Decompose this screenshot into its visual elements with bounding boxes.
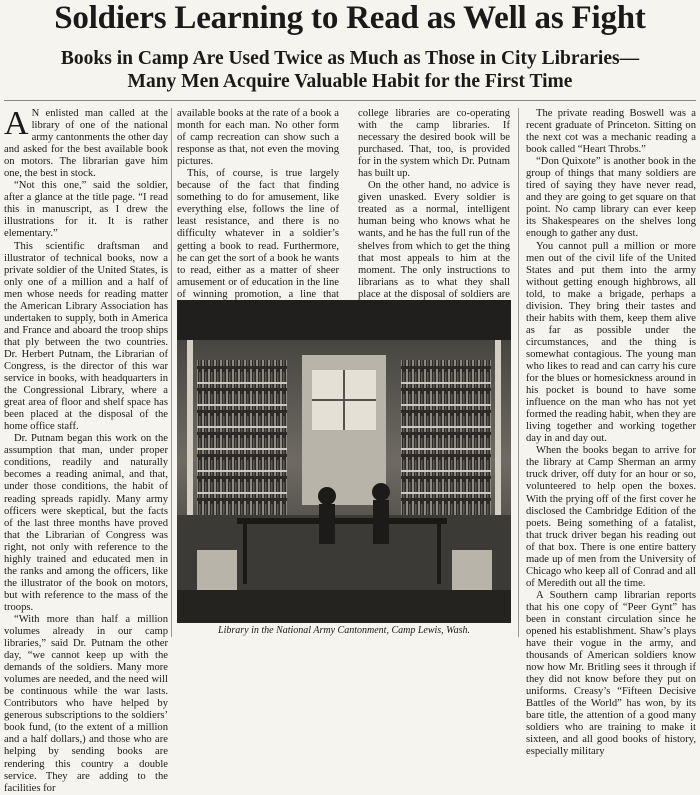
paragraph: The private reading Boswell was a recent graduate of Princeton. Sitting on the next cot was a mechanic reading a book called “Heart Throbs.” xyxy=(526,108,696,156)
paragraph: A Southern camp librarian reports that his one copy of “Peer Gynt” has been in constant circulation since he opened his establishment. Shaw’s plays have their vogue in the army, and thousands of American soldiers know now how Mr. Britling sees it through if they did not know before they put on uniforms. Creasy’s “Fifteen Decisive Battles of the World” has won, by its bare title, the attention of a good many soldiers who are training to make it sixteen, and all good books of history, especially military xyxy=(526,589,696,758)
article-column-4 xyxy=(526,108,696,758)
library-interior-image xyxy=(177,300,511,623)
drop-cap: A xyxy=(4,105,29,142)
paragraph: college libraries are co-operating with the camp libraries. If necessary the desired book will be purchased. That, too, is provided for in the system which Dr. Putnam has built up. xyxy=(358,108,510,180)
paragraph: You cannot pull a million or more men out of the civil life of the United States and put them into the army without getting enough highbrows, all told, to make a brigade, perhaps a division. They bring their tastes and their habits with them, keep them alive as far as possible under the circumstances, and the thing is somewhat contagious. The young man who likes to read and can carry his cure for the blues or homesickness around in his pocket is bound to have some influence on the man who has not yet formed the reading habit, when they are living together and working together day in and day out. xyxy=(526,240,696,445)
paragraph: “With more than half a million volumes already in our camp libraries,” said Dr. Putnam the other day, “we cannot keep up with the demands of the soldiers. Many more volumes are needed, and the need will be continuous while the war lasts. Contributors who have helped by generous subscriptions to the soldiers’ book fund, (to the extent of a million and a half dollars,) and those who are helping by sending books are rendering this country a double service. They are adding to the facilities for xyxy=(4,613,168,794)
article-column-1 xyxy=(4,105,168,794)
lead-paragraph-text: N enlisted man called at the library of one of the national army cantonments the other day and asked for the best available book on motors. The librarian gave him one, the best in stock. xyxy=(4,108,168,180)
paragraph: This scientific draftsman and illustrator of technical books, now a private soldier of the United States, is only one of a million and a half of men whose needs for reading matter the American Library Association has undertaken to supply, both in America and France and aboard the troop ships that ply between the two countries. Dr. Herbert Putnam, the Librarian of Congress, is the director of this war service in books, with headquarters in the Congressional Library, where a great area of floor and shelf space has been placed at the disposal of the home office staff. xyxy=(4,240,168,433)
column-divider xyxy=(518,108,519,637)
paragraph: available books at the rate of a book a month for each man. No other form of camp recreation can show such a response as that, not even the moving pictures. xyxy=(177,108,339,168)
photo-caption: Library in the National Army Cantonment, Camp Lewis, Wash. xyxy=(218,625,470,636)
column-divider xyxy=(171,108,172,637)
paragraph: “Don Quixote” is another book in the group of things that many soldiers are tired of saying they have never read, and they are going to get square on that point. No camp library can ever keep its Shakespeares on the shelves long enough to gather any dust. xyxy=(526,156,696,240)
paragraph: “Not this one,” said the soldier, after a glance at the title page. “I read this in manuscript, as I drew the illustrations for it. It is rather elementary.” xyxy=(4,180,168,240)
article-headline: Soldiers Learning to Read as Well as Fight xyxy=(54,0,646,36)
paragraph: When the books began to arrive for the library at Camp Sherman an army truck driver, off duty for an hour or so, volunteered to help open the boxes. With the prying off of the first cover he disclosed the Cambridge Edition of the poets. Being something of a fatalist, that truck driver began his reading out of that box. There is one entire battery made up of men from the University of Chicago who keep all of Conrad and all of Meredith out all the time. xyxy=(526,445,696,589)
article-deck-line-1: Books in Camp Are Used Twice as Much as Those in City Libraries— xyxy=(60,48,640,69)
lead-paragraph xyxy=(4,105,168,180)
paragraph: Dr. Putnam began this work on the assumption that man, under proper conditions, readily and naturally becomes a reading animal, and that, under those conditions, the habit of reading spreads rapidly. Many army officers were skeptical, but the facts of the last three months have proved that the Librarian of Congress was right, not only with reference to the highly trained and educated men in the ranks and among the officers, like the illustrator of the book on motors, but with reference to the mass of the troops. xyxy=(4,433,168,613)
article-column-3 xyxy=(358,108,510,300)
paragraph: On the other hand, no advice is given unasked. Every soldier is treated as a normal, intelligent human being who knows what he wants, and he has the full run of the shelves from which to get the thing that most appeals to him at the moment. The only instructions to librarians as to what they shall place at the disposal of soldiers are xyxy=(358,180,510,300)
headline-rule xyxy=(4,100,696,101)
library-photograph xyxy=(177,300,511,623)
article-deck-line-2: Many Men Acquire Valuable Habit for the First Time xyxy=(127,71,573,92)
paragraph: This, of course, is true largely because of the fact that finding something to do for amusement, like everything else, follows the line of least resistance, and there is no difficulty whatever in a soldier’s getting a book to read. Furthermore, he can get the sort of a book he wants to read, either as a matter of sheer amusement or of education in the line of winning promotion, a line that xyxy=(177,168,339,300)
article-column-2 xyxy=(177,108,339,300)
